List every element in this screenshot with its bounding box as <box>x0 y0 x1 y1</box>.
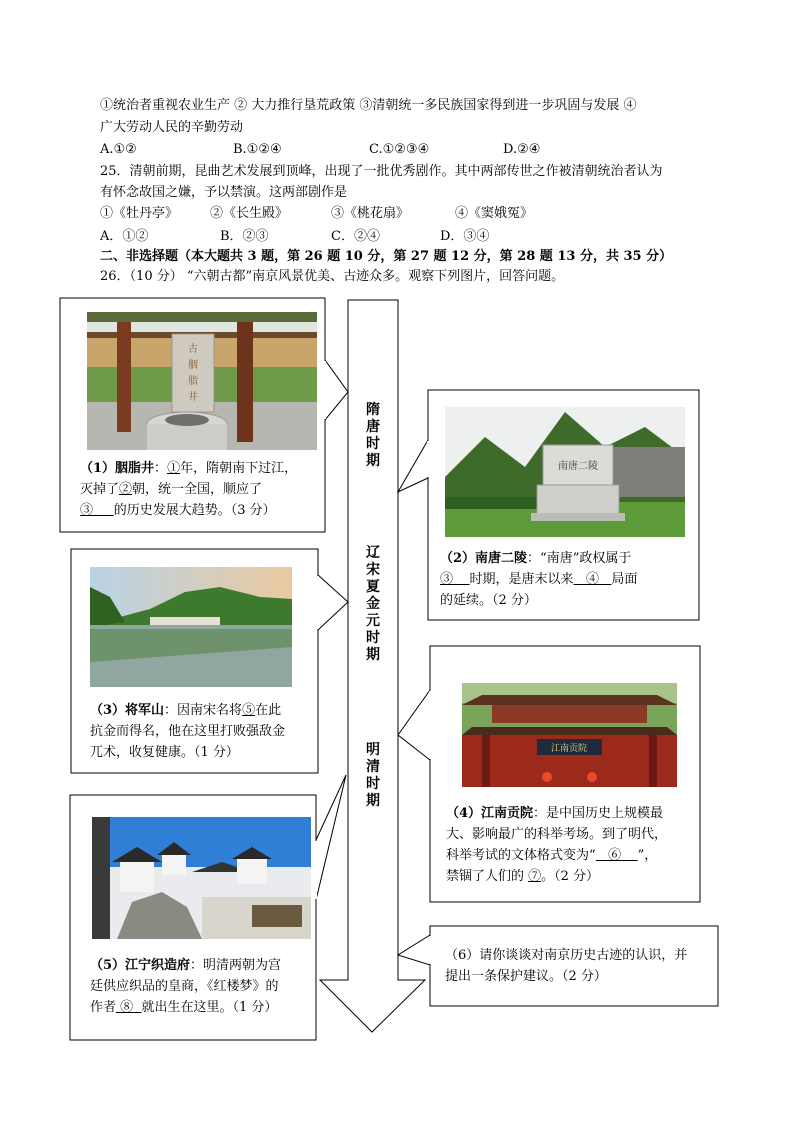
box2-title: （2）南唐二陵 <box>440 551 528 566</box>
q24-option-d: D.②④ <box>503 142 541 157</box>
q24-option-c: C.①②③④ <box>369 142 430 157</box>
blank-1[interactable]: ① <box>167 461 181 476</box>
box5-caption: （5）江宁织造府：明清两朝为宫 廷供应织品的皇商，《红楼梦》的 作者 ⑧ 就出生在这里。（1 分） <box>90 958 282 1015</box>
rouge-well-photo <box>87 312 317 450</box>
period-sui-tang: 隋唐时期 <box>366 402 380 469</box>
southern-tang-tombs-photo <box>445 407 685 537</box>
blank-3[interactable]: ③ <box>80 503 94 518</box>
period-ming-qing: 明清时期 <box>366 742 380 809</box>
q24-text-line1: ①统治者重视农业生产 ② 大力推行垦荒政策 ③清朝统一多民族国家得到进一步巩固与发展 ④ <box>100 98 637 113</box>
stele-char-1: 古 <box>188 344 198 355</box>
q25-item-3: ③《桃花扇》 <box>331 206 410 221</box>
svg-text:胭: 胭 <box>188 360 198 371</box>
blank-7[interactable]: ⑦ <box>528 869 542 884</box>
blank-3b[interactable]: ③ <box>440 572 454 587</box>
examination-hall-photo <box>462 683 677 787</box>
q25-option-a: A．①② <box>100 229 149 244</box>
box3-caption: （3）将军山：因南宋名将⑤在此 抗金而得名，他在这里打败强敌金 兀术，收复健康。（1 分） <box>90 703 286 760</box>
q25-item-1: ①《牡丹亭》 <box>100 206 179 221</box>
svg-text:井: 井 <box>188 392 198 403</box>
box4-caption: （4）江南贡院：是中国历史上规模最 大、影响最广的科举考场。到了明代， 科举考试的文体格式变为“ ⑥ ”， 禁锢了人们的 ⑦。（2 分） <box>446 806 668 884</box>
blank-5[interactable]: ⑤ <box>242 703 256 718</box>
section-heading: 二、非选择题（本大题共 3 题，第 26 题 10 分，第 27 题 12 分，第 28 题 13 分，共 35 分） <box>100 249 673 264</box>
blank-2[interactable]: ② <box>119 482 133 497</box>
period-liao-song-xia-jin-yuan: 辽宋夏金元时期 <box>366 545 380 663</box>
box3-title: （3）将军山 <box>90 703 165 718</box>
blank-6[interactable]: ⑥ <box>608 848 622 863</box>
box5-title: （5）江宁织造府 <box>90 958 191 973</box>
q25-option-c: C．②④ <box>331 229 380 244</box>
q25-item-4: ④《窦娥冤》 <box>455 206 534 221</box>
blank-4[interactable]: ④ <box>585 572 599 587</box>
q24-option-b: B.①②④ <box>233 142 282 157</box>
q24-text-line2: 广大劳动人民的辛勤劳动 <box>100 120 244 135</box>
blank-8[interactable]: ⑧ <box>120 1000 134 1015</box>
q25-option-d: D．③④ <box>440 229 490 244</box>
box2-caption: （2）南唐二陵：“南唐”政权属于 ③ 时期，是唐末以来 ④ 局面 的延续。（2 分） <box>440 551 638 608</box>
general-mountain-photo <box>90 567 292 687</box>
q25-text-line1: 25．清朝前期，昆曲艺术发展到顶峰，出现了一批优秀剧作。其中两部传世之作被清朝统治者认为 <box>100 164 663 179</box>
box1-title: （1）胭脂井 <box>80 461 155 476</box>
q26-prompt: 26．（10 分） “六朝古都”南京风景优美、古迹众多。观察下列图片，回答问题。 <box>100 269 565 284</box>
svg-text:脂: 脂 <box>188 376 198 387</box>
plaque-text: 江南贡院 <box>550 744 588 754</box>
tombs-stele-text: 南唐二陵 <box>558 461 598 472</box>
weaving-mansion-photo <box>92 817 311 939</box>
box1-caption: （1）胭脂井：①年，隋朝南下过江， 灭掉了②朝，统一全国，顺应了 ③ 的历史发展大趋势。（3 分） <box>80 461 298 518</box>
q25-option-b: B．②③ <box>220 229 269 244</box>
box6-question: （6）请你谈谈对南京历史古迹的认识，并 提出一条保护建议。（2 分） <box>445 948 688 984</box>
box4-title: （4）江南贡院 <box>446 806 534 821</box>
q24-option-a: A.①② <box>100 142 137 157</box>
q25-text-line2: 有怀念故国之嫌，予以禁演。这两部剧作是 <box>100 185 348 200</box>
q25-item-2: ②《长生殿》 <box>210 206 289 221</box>
